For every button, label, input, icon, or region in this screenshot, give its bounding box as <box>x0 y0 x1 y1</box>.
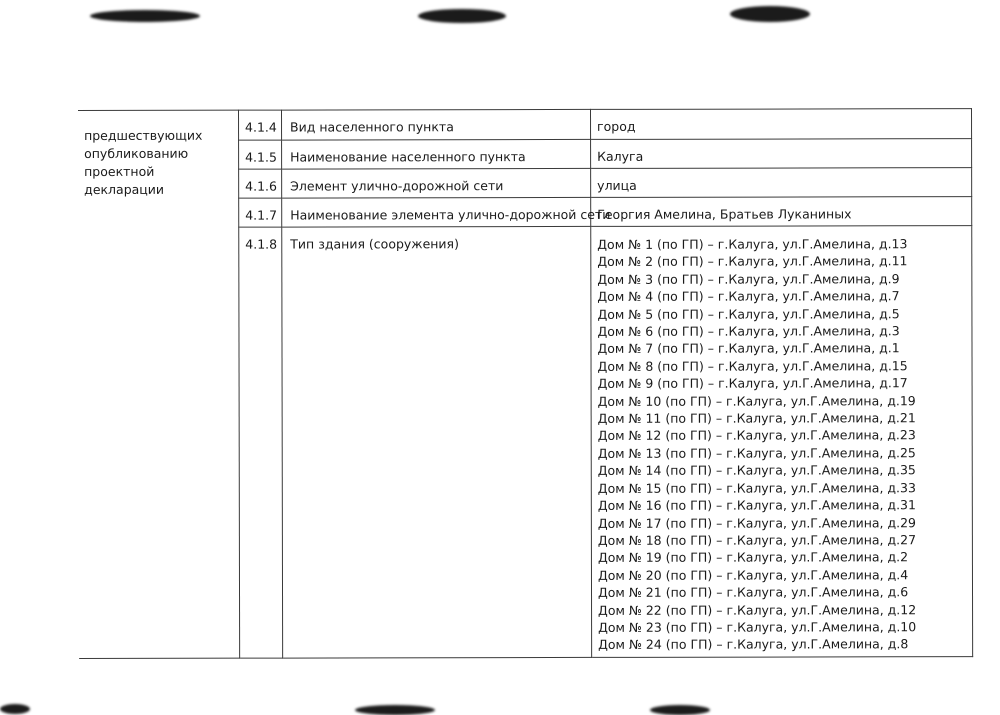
building-list-item: Дом № 8 (по ГП) – г.Калуга, ул.Г.Амелина, д.15 <box>597 358 908 374</box>
scan-artifact-top-right <box>730 6 810 22</box>
building-list-item: Дом № 21 (по ГП) – г.Калуга, ул.Г.Амелина, д.6 <box>597 584 909 601</box>
building-list-item: Дом № 24 (по ГП) – г.Калуга, ул.Г.Амелина, д.8 <box>598 636 909 653</box>
building-list-item: Дом № 9 (по ГП) – г.Калуга, ул.Г.Амелина, д.17 <box>597 375 908 392</box>
building-list-item: Дом № 12 (по ГП) – г.Калуга, ул.Г.Амелина, д.23 <box>597 427 916 444</box>
building-list <box>597 235 972 654</box>
row-name: Наименование населенного пункта <box>282 139 591 169</box>
building-list-item: Дом № 17 (по ГП) – г.Калуга, ул.Г.Амелина, д.29 <box>597 514 917 531</box>
row-number: 4.1.8 <box>239 227 283 658</box>
building-list-item: Дом № 23 (по ГП) – г.Калуга, ул.Г.Амелина, д.10 <box>598 619 917 635</box>
scan-artifact-top-left <box>90 10 200 22</box>
scan-artifact-top-center <box>418 9 506 23</box>
row-number: 4.1.5 <box>239 140 282 169</box>
row-value: Георгия Амелина, Братьев Луканиных <box>591 197 972 227</box>
section-label-line: предшествующих <box>84 127 203 143</box>
row-value: Калуга <box>591 139 972 169</box>
scan-artifact-bottom-right <box>650 705 710 715</box>
building-list-item: Дом № 13 (по ГП) – г.Калуга, ул.Г.Амелина, д.25 <box>597 445 916 461</box>
row-number: 4.1.7 <box>239 198 282 227</box>
building-list-item: Дом № 18 (по ГП) – г.Калуга, ул.Г.Амелина, д.27 <box>597 532 917 548</box>
building-list-item: Дом № 19 (по ГП) – г.Калуга, ул.Г.Амелина, д.2 <box>597 549 909 566</box>
building-list-item: Дом № 6 (по ГП) – г.Калуга, ул.Г.Амелина, д.3 <box>597 323 900 339</box>
row-number: 4.1.6 <box>239 169 282 198</box>
scan-artifact-bottom-center <box>355 705 435 715</box>
section-label-line: проектной декларации <box>84 163 165 197</box>
building-list-cell <box>591 226 973 658</box>
row-name: Элемент улично-дорожной сети <box>282 168 591 198</box>
row-name: Наименование элемента улично-дорожной сети <box>282 197 591 227</box>
building-list-item: Дом № 11 (по ГП) – г.Калуга, ул.Г.Амелина, д.21 <box>597 410 916 426</box>
row-value: город <box>590 109 971 140</box>
building-list-item: Дом № 14 (по ГП) – г.Калуга, ул.Г.Амелина, д.35 <box>597 462 916 479</box>
declaration-table <box>78 108 973 659</box>
section-label-line: опубликованию <box>84 145 189 161</box>
building-list-item: Дом № 16 (по ГП) – г.Калуга, ул.Г.Амелина, д.31 <box>597 497 916 514</box>
building-list-item: Дом № 2 (по ГП) – г.Калуга, ул.Г.Амелина, д.11 <box>597 253 908 270</box>
building-list-item: Дом № 22 (по ГП) – г.Калуга, ул.Г.Амелина, д.12 <box>598 601 917 618</box>
row-name: Вид населенного пункта <box>282 109 591 140</box>
building-list-item: Дом № 4 (по ГП) – г.Калуга, ул.Г.Амелина, д.7 <box>597 288 900 305</box>
row-number: 4.1.4 <box>239 110 282 140</box>
section-label-cell <box>78 110 240 658</box>
building-list-item: Дом № 7 (по ГП) – г.Калуга, ул.Г.Амелина, д.1 <box>597 340 900 357</box>
building-list-item: Дом № 1 (по ГП) – г.Калуга, ул.Г.Амелина, д.13 <box>597 236 908 252</box>
building-list-item: Дом № 3 (по ГП) – г.Калуга, ул.Г.Амелина, д.9 <box>597 271 900 287</box>
building-list-item: Дом № 20 (по ГП) – г.Калуга, ул.Г.Амелина, д.4 <box>597 566 909 583</box>
scan-artifact-bottom-left <box>0 704 30 714</box>
building-list-item: Дом № 5 (по ГП) – г.Калуга, ул.Г.Амелина, д.5 <box>597 305 900 322</box>
table-row <box>78 109 972 141</box>
building-list-item: Дом № 15 (по ГП) – г.Калуга, ул.Г.Амелина, д.33 <box>597 479 916 496</box>
building-list-item: Дом № 10 (по ГП) – г.Калуга, ул.Г.Амелина, д.19 <box>597 392 916 409</box>
row-name: Тип здания (сооружения) <box>282 226 592 658</box>
row-value: улица <box>591 168 972 198</box>
